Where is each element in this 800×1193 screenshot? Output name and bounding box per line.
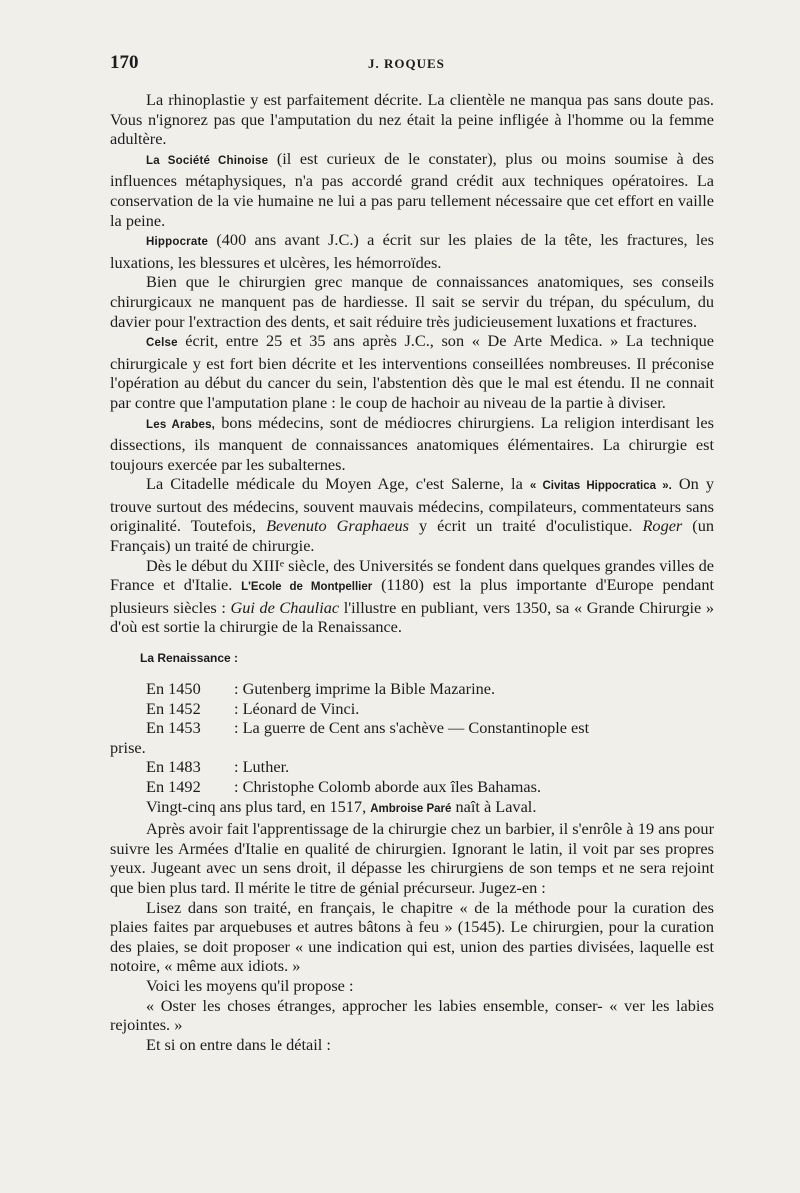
- page-number: 170: [110, 52, 139, 73]
- page-header: [110, 52, 710, 76]
- paragraph-apprentissage: Après avoir fait l'apprentissage de la chirurgie chez un barbier, il s'enrôle à 19 ans pour suivre les Armées d'Italie en qualité de chirurgien. Ignorant le latin, il voit par ses propres yeux. Jugeant avec un sens droit, il dépasse les chirurgiens de son temps et ne sera rejoint que bien plus tard. Il mérite le titre de génial précurseur. Jugez-en :: [110, 819, 714, 897]
- timeline-row: En 1483 : Luther.: [146, 757, 290, 777]
- timeline-row: En 1450 : Gutenberg imprime la Bible Mazarine.: [146, 679, 496, 699]
- timeline-row: En 1492 : Christophe Colomb aborde aux îles Bahamas.: [146, 777, 542, 796]
- lead-term: Celse: [146, 337, 178, 350]
- paragraph-pare: Vingt-cinq ans plus tard, en 1517, Ambroise Paré naît à Laval.: [146, 796, 537, 816]
- paragraph-moyens: Voici les moyens qu'il propose :: [146, 975, 354, 995]
- paragraph-salerne: La Citadelle médicale du Moyen Age, c'est Salerne, la « Civitas Hippocratica ». On y trouve surtout des médecins, souvent mauvais médecins, compilateurs, commentateurs sans originalité. Toutefois, Bevenuto Graphaeus y écrit un traité d'oculistique. Roger (un Français) un traité de chirurgie.: [110, 474, 714, 556]
- italic-name: Gui de Chauliac: [230, 597, 340, 617]
- lead-term: Hippocrate: [146, 236, 209, 249]
- inline-term: L'Ecole de Montpellier: [241, 581, 373, 594]
- paragraph-chirurgien-grec: Bien que le chirurgien grec manque de connaissances anatomiques, ses conseils chirurgicaux ne manquent pas de hardiesse. Il sait se servir du trépan, du spéculum, du davier pour l'extraction des dents, et sait réduire très judicieusement luxations et fractures.: [110, 272, 714, 331]
- paragraph-rhinoplastie: La rhinoplastie y est parfaitement décrite. La clientèle ne manqua pas sans doute pas. Vous n'ignorez pas que l'amputation du nez était la peine infligée à l'homme ou la femme adultère.: [110, 90, 714, 149]
- paragraph-arabes: Les Arabes, bons médecins, sont de médiocres chirurgiens. La religion interdisant les dissections, ils manquent de connaissances anatomiques élémentaires. La chirurgie est toujours exercée par les subalternes.: [110, 412, 714, 474]
- italic-name: Bevenuto Graphaeus: [266, 516, 410, 536]
- timeline-continuation: prise.: [110, 737, 146, 757]
- running-head: J. ROQUES: [368, 56, 445, 71]
- paragraph-celse: Celse écrit, entre 25 et 35 ans après J.C., son « De Arte Medica. » La technique chirurgicale y est fort bien décrite et les interventions conseillées nombreuses. Il préconise l'opération au début du cancer du sein, l'abstention dès que le mal est étendu. Il ne connait par contre que l'amputation plane : le coup de hachoir au niveau de la partie à diviser.: [110, 331, 714, 412]
- lead-term: La Société Chinoise: [146, 154, 269, 167]
- paragraph-detail: Et si on entre dans le détail :: [146, 1034, 331, 1054]
- inline-term: « Civitas Hippocratica ».: [529, 480, 672, 493]
- paragraph-traite: Lisez dans son traité, en français, le chapitre « de la méthode pour la curation des plaies faites par arquebuses et autres bâtons à feu » (1545). Le chirurgien, pour la curation des plaies, se doit proposer « une indication qui est, union des parties divisées, laquelle est notoire, « même aux idiots. »: [110, 897, 714, 976]
- paragraph-universites: Dès le début du XIIIᵉ siècle, des Universités se fondent dans quelques grandes villes de France et d'Italie. L'Ecole de Montpellier (1180) est la plus importante d'Europe pendant plusieurs siècles : Gui de Chauliac l'illustre en publiant, vers 1350, sa « Grande Chirurgie » d'où est sortie la chirurgie de la Renaissance.: [110, 555, 715, 637]
- page-body: [110, 90, 714, 1054]
- paragraph-citation: « Oster les choses étranges, approcher les labies ensemble, conser- « ver les labies rejointes. »: [110, 995, 714, 1035]
- paragraph-hippocrate: Hippocrate (400 ans avant J.C.) a écrit sur les plaies de la tête, les fractures, les luxations, les blessures et ulcères, les hémorroïdes.: [110, 230, 714, 272]
- paragraph-chine: La Société Chinoise (il est curieux de le constater), plus ou moins soumise à des influences métaphysiques, n'a pas accordé grand crédit aux techniques opératoires. La conservation de la vie humaine ne lui a pas paru tellement nécessaire que cet effort en vaille la peine.: [110, 148, 715, 230]
- timeline-row: En 1452 : Léonard de Vinci.: [146, 698, 360, 718]
- timeline: [110, 679, 714, 797]
- timeline-row: En 1453 : La guerre de Cent ans s'achève — Constantinople est: [146, 718, 590, 738]
- section-heading: La Renaissance :: [140, 651, 239, 666]
- italic-name: Roger: [642, 516, 683, 536]
- lead-term: Les Arabes,: [146, 418, 216, 431]
- inline-term: Ambroise Paré: [370, 802, 452, 815]
